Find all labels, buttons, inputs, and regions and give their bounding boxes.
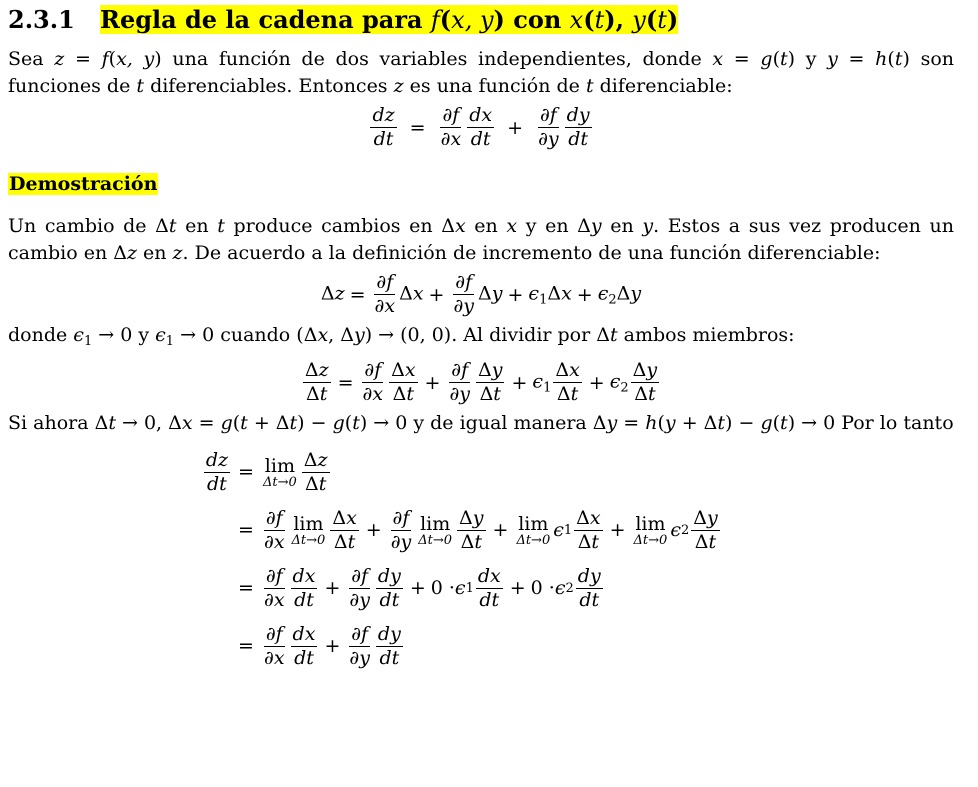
section-number: 2.3.1 — [8, 5, 75, 34]
derivation-row-2: = $\frac{\partial f}{\partial x}$ lim Δt→0 Δx Δt + $\frac{\partial f}{\partial y}$ lim Δt→0 Δy Δt + lim Δt→0 ϵ 1 Δx Δt + lim Δt→0 ϵ 2 Δy Δt — [238, 506, 718, 553]
section-heading — [8, 4, 954, 38]
increment-equation: Δz = $\frac{\partial f}{\partial x}$ Δx + $\frac{\partial f}{\partial y}$ $\Delta y + \epsilon_1\Delta x + \epsilon_2\Delta y$ — [320, 271, 642, 317]
theorem-statement — [8, 46, 954, 151]
proof-paragraph-2: donde $\epsilon_1 \to 0$ y $\epsilon_1 \to 0$ cuando (Δx, Δy) → (0, 0). Al dividir por Δt ambos miembros: — [8, 324, 795, 349]
derivation-row-4: = $\frac{\partial f}{\partial x}$ dx dt + $\frac{\partial f}{\partial y}$ dy dt — [238, 622, 401, 669]
theorem-text: Sea z = f(x, y) una función de dos variables independientes, donde x = g(t) y y = h(t) son funciones de t diferenciables. Entonces z es una función de t diferenciable: — [8, 48, 955, 97]
document-page — [8, 4, 954, 675]
proof-paragraph-1: Un cambio de Δt en t produce cambios en Δx en x y en Δy en y. Estos a sus vez producen un cambio en Δz en z. De acuerdo a la definición de incremento de una función diferenciable: — [8, 215, 955, 264]
divided-equation: $\frac{\Delta z}{\Delta t}$ = $\frac{\partial f}{\partial x}$ $\frac{\Delta x}{\Delta t}$ + $\frac{\partial f}{\partial y}$ $\frac{\Delta y}{\Delta t}$ + $\epsilon_1$ $\frac{\Delta x}{\Delta t}$ + $\epsilon_2$ $\frac{\Delta y}{\Delta t}$ — [304, 359, 658, 405]
proof-paragraph-3: Si ahora Δt → 0, Δx = g(t + Δt) − g(t) → 0 y de igual manera Δy = h(y + Δt) − g(t) → 0 Por lo tanto — [8, 412, 954, 434]
derivation-row-3: = $\frac{\partial f}{\partial x}$ dx dt + $\frac{\partial f}{\partial y}$ dy dt + 0 · ϵ 1 dx dt + 0 · ϵ 2 dy dt — [238, 564, 601, 611]
limit-derivation — [176, 443, 954, 675]
chain-rule-formula: $\frac{dz}{dt}$ = $\frac{\partial f}{\partial x}$ $\frac{dx}{dt}$ + $\frac{\partial f}{\partial y}$ $\frac{dy}{dt}$ — [372, 104, 590, 150]
derivation-row-1: $\frac{dz}{dt}$ = lim Δt→0 Δz Δt — [205, 448, 328, 495]
proof-heading: Demostración — [9, 173, 158, 195]
section-title: Regla de la cadena para f(x, y) con x(t), y(t) — [100, 5, 679, 34]
